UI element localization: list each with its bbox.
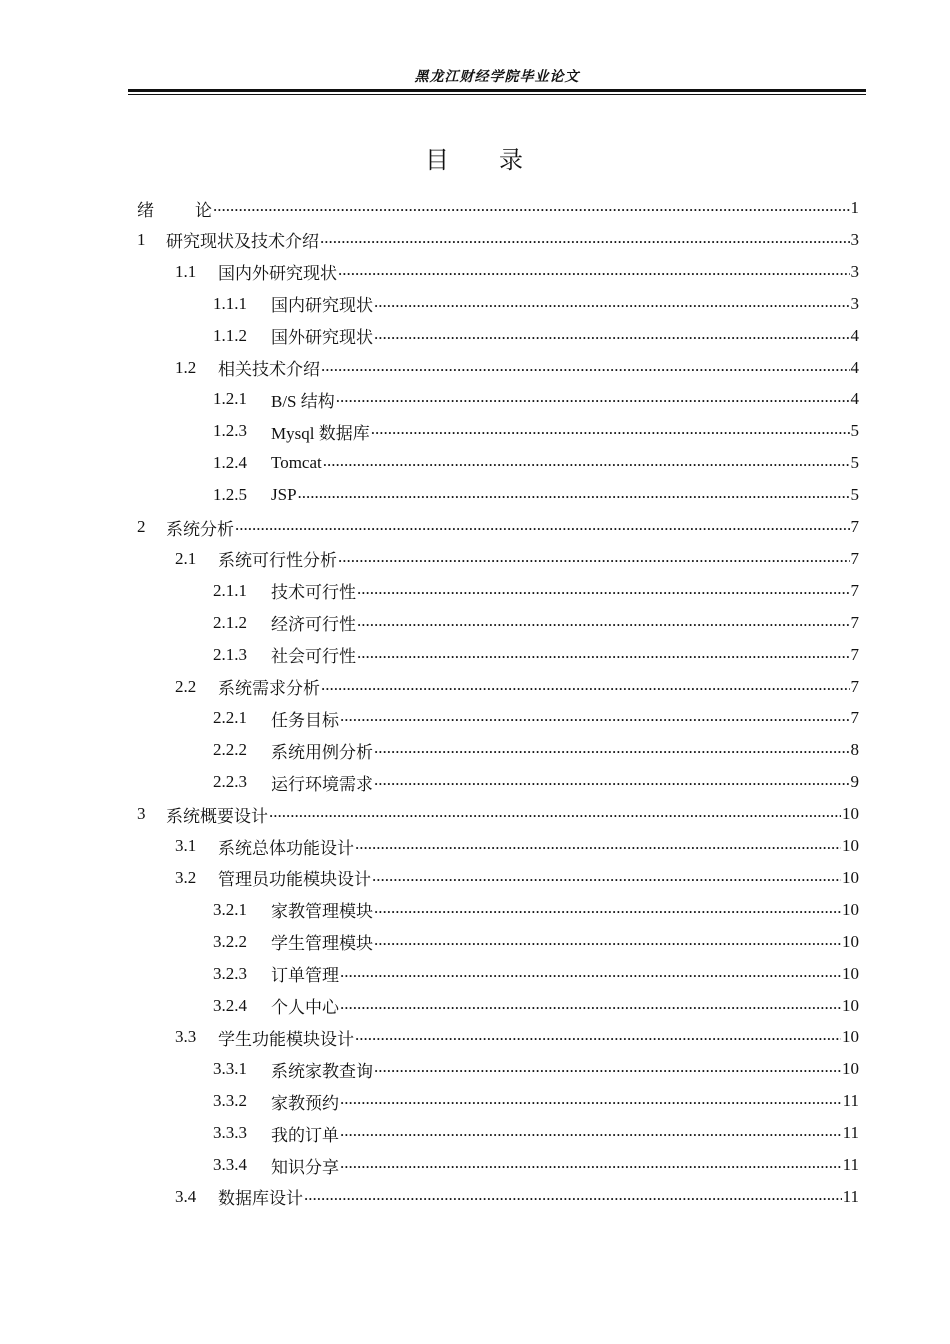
toc-entry-page: 10 — [842, 963, 859, 983]
toc-dot-leader — [357, 607, 850, 639]
toc-entry[interactable] — [137, 511, 859, 543]
toc-entry-label: 国外研究现状 — [271, 328, 373, 348]
toc-entry-label: 运行环境需求 — [271, 774, 373, 794]
toc-entry[interactable] — [213, 702, 859, 734]
toc-entry-number: 绪 — [137, 200, 154, 220]
toc-entry-label: 家教预约 — [271, 1093, 339, 1113]
toc-entry-page: 10 — [842, 899, 859, 919]
toc-entry[interactable] — [175, 830, 859, 862]
toc-entry-page: 10 — [842, 931, 859, 951]
header-rule-thin — [128, 94, 866, 95]
toc-dot-leader — [374, 320, 850, 352]
toc-entry[interactable] — [213, 990, 859, 1022]
toc-dot-leader — [323, 447, 850, 479]
toc-entry[interactable] — [213, 1149, 859, 1181]
toc-entry-page: 7 — [850, 580, 859, 600]
toc-entry-page: 10 — [842, 867, 859, 887]
toc-dot-leader — [374, 926, 841, 958]
toc-dot-leader — [340, 958, 841, 990]
toc-entry-number: 1.2.1 — [213, 389, 247, 409]
toc-title-left: 目 — [425, 148, 451, 174]
toc-entry-number: 2.2.2 — [213, 740, 247, 760]
toc-entry[interactable] — [213, 447, 859, 479]
toc-entry-page: 3 — [850, 261, 859, 281]
toc-entry-label: JSP — [271, 485, 297, 505]
toc-entry-label: 社会可行性 — [271, 647, 356, 667]
toc-entry-page: 11 — [842, 1186, 859, 1206]
toc-entry-number: 2.1 — [175, 548, 197, 568]
toc-entry[interactable] — [213, 1053, 859, 1085]
toc-entry[interactable] — [175, 256, 859, 288]
toc-entry-label: Mysql 数据库 — [271, 423, 370, 443]
toc-entry-label: 学生功能模块设计 — [218, 1029, 354, 1049]
toc-dot-leader — [355, 1021, 841, 1053]
toc-entry-number: 2.2.1 — [213, 708, 247, 728]
toc-entry-label: 系统家教查询 — [271, 1061, 373, 1081]
toc-title — [0, 140, 950, 175]
toc-entry[interactable] — [213, 415, 859, 447]
toc-dot-leader — [321, 352, 850, 384]
toc-dot-leader — [357, 575, 850, 607]
toc-dot-leader — [374, 1053, 841, 1085]
toc-entry-label: 系统可行性分析 — [218, 551, 337, 571]
toc-entry-number: 1.1 — [175, 261, 197, 281]
toc-entry-label: 经济可行性 — [271, 615, 356, 635]
toc-entry[interactable] — [213, 894, 859, 926]
toc-entry-number: 3.2.3 — [213, 963, 247, 983]
toc-entry[interactable] — [175, 671, 859, 703]
toc-entry-page: 10 — [842, 1027, 859, 1047]
toc-entry-label: 技术可行性 — [271, 583, 356, 603]
toc-entry-label: 系统需求分析 — [218, 679, 320, 698]
toc-dot-leader — [374, 894, 841, 926]
toc-entry-number: 3.3.4 — [213, 1155, 247, 1174]
toc-entry-page: 10 — [842, 836, 859, 855]
toc-entry-number: 1.2.5 — [213, 485, 247, 505]
toc-entry-label: 系统概要设计 — [166, 806, 268, 826]
toc-dot-leader — [374, 734, 850, 766]
toc-entry-number: 3.1 — [175, 836, 197, 855]
toc-entry-number: 3.3 — [175, 1027, 197, 1047]
toc-entry-label: 系统分析 — [166, 519, 234, 539]
toc-entry[interactable] — [213, 320, 859, 352]
toc-dot-leader — [213, 192, 850, 224]
toc-entry-number: 3 — [137, 804, 146, 824]
toc-entry-number: 3.3.2 — [213, 1091, 247, 1111]
toc-entry-page: 5 — [850, 421, 859, 441]
toc-entry-page: 7 — [850, 644, 859, 664]
toc-entry-page: 11 — [842, 1091, 859, 1111]
toc-entry-page: 8 — [850, 740, 859, 760]
toc-entry[interactable] — [137, 798, 859, 830]
toc-entry-page: 7 — [850, 676, 859, 696]
toc-dot-leader — [320, 224, 850, 256]
toc-entry[interactable] — [213, 766, 859, 798]
toc-entry-label: 国内研究现状 — [271, 296, 373, 316]
toc-dot-leader — [372, 862, 841, 894]
toc-entry-number: 3.3.1 — [213, 1059, 247, 1079]
toc-entry-page: 3 — [850, 229, 859, 249]
toc-entry-number: 3.2.1 — [213, 899, 247, 919]
toc-entry-number: 2 — [137, 517, 146, 536]
toc-entry-number: 2.1.1 — [213, 580, 247, 600]
toc-dot-leader — [235, 511, 850, 543]
toc-dot-leader — [321, 671, 850, 703]
toc-entry[interactable] — [175, 1181, 859, 1213]
toc-entry-page: 4 — [850, 357, 859, 377]
toc-dot-leader — [340, 990, 841, 1022]
toc-dot-leader — [374, 766, 850, 798]
toc-entry-label: 研究现状及技术介绍 — [166, 232, 319, 252]
toc-entry-label: 相关技术介绍 — [218, 360, 320, 379]
toc-entry-number: 2.1.3 — [213, 644, 247, 664]
toc-entry-page: 11 — [842, 1123, 859, 1143]
toc-entry[interactable] — [175, 543, 859, 575]
toc-entry-number: 1.2.4 — [213, 453, 247, 473]
toc-entry-page: 4 — [850, 389, 859, 409]
toc-dot-leader — [340, 1085, 842, 1117]
toc-dot-leader — [371, 415, 850, 447]
toc-entry-label: 国内外研究现状 — [218, 264, 337, 284]
toc-entry[interactable] — [213, 639, 859, 671]
toc-dot-leader — [269, 798, 841, 830]
running-header: 黑龙江财经学院毕业论文 — [414, 70, 580, 85]
toc-dot-leader — [298, 479, 850, 511]
toc-entry-label: 我的订单 — [271, 1125, 339, 1145]
toc-entry[interactable] — [137, 192, 859, 224]
toc-entry-page: 5 — [850, 485, 859, 505]
toc-entry-number: 1.1.1 — [213, 293, 247, 313]
toc-entry[interactable] — [213, 926, 859, 958]
toc-entry-label: 系统用例分析 — [271, 742, 373, 762]
toc-entry-number: 3.3.3 — [213, 1123, 247, 1143]
toc-entry-label: 知识分享 — [271, 1157, 339, 1177]
toc-dot-leader — [374, 288, 850, 320]
toc-entry-page: 7 — [850, 612, 859, 632]
header-rule-thick — [128, 89, 866, 92]
toc-entry-number: 1.2.3 — [213, 421, 247, 441]
toc-entry-label: 数据库设计 — [218, 1189, 303, 1209]
toc-entry[interactable] — [175, 352, 859, 384]
toc-entry-number: 3.2.2 — [213, 931, 247, 951]
toc-entry-page: 10 — [842, 1059, 859, 1079]
toc-dot-leader — [355, 830, 841, 862]
toc-entry-label: 管理员功能模块设计 — [218, 870, 371, 890]
toc-entry-number: 3.4 — [175, 1186, 197, 1206]
toc-entry-page: 11 — [842, 1155, 859, 1174]
toc-entry[interactable] — [137, 224, 859, 256]
toc-entry-page: 4 — [850, 325, 859, 345]
toc-dot-leader — [340, 1117, 842, 1149]
toc-entry-label: 个人中心 — [271, 998, 339, 1017]
toc-entry[interactable] — [213, 958, 859, 990]
toc-entry-label: 系统总体功能设计 — [218, 838, 354, 858]
toc-entry-page: 1 — [850, 198, 859, 217]
toc-dot-leader — [338, 256, 850, 288]
toc-entry-page: 3 — [850, 293, 859, 313]
toc-entry[interactable] — [213, 1085, 859, 1117]
toc-entry-number: 2.1.2 — [213, 612, 247, 632]
toc-entry-label: 订单管理 — [271, 966, 339, 986]
toc-entry[interactable] — [213, 479, 859, 511]
toc-entry-number: 1.2 — [175, 357, 197, 377]
toc-dot-leader — [338, 543, 850, 575]
toc-dot-leader — [304, 1181, 842, 1213]
toc-entry-page: 7 — [850, 708, 859, 728]
toc-entry-number: 2.2 — [175, 676, 197, 696]
toc-dot-leader — [357, 639, 850, 671]
toc-entry-page: 7 — [850, 548, 859, 568]
toc-entry-page: 7 — [850, 517, 859, 536]
toc-entry-label: 学生管理模块 — [271, 934, 373, 954]
toc-entry[interactable] — [213, 734, 859, 766]
toc-entry-page: 9 — [850, 772, 859, 792]
toc-entry[interactable] — [213, 1117, 859, 1149]
toc-entry-number: 1.1.2 — [213, 325, 247, 345]
toc-entry-label: Tomcat — [271, 453, 322, 473]
toc-dot-leader — [336, 383, 850, 415]
toc-entry-page: 5 — [850, 453, 859, 473]
toc-entry[interactable] — [213, 607, 859, 639]
toc-entry-page: 10 — [842, 804, 859, 824]
toc-entry-number: 3.2.4 — [213, 995, 247, 1015]
toc-entry[interactable] — [175, 1021, 859, 1053]
toc-entry[interactable] — [175, 862, 859, 894]
toc-dot-leader — [340, 1149, 842, 1181]
toc-entry[interactable] — [213, 383, 859, 415]
toc-entry[interactable] — [213, 575, 859, 607]
toc-entry-number: 2.2.3 — [213, 772, 247, 792]
toc-entry-label: 论 — [195, 200, 212, 220]
toc-entry-label: 家教管理模块 — [271, 902, 373, 922]
toc-entry-label: 任务目标 — [271, 710, 339, 730]
toc-entry-number: 1 — [137, 229, 146, 249]
toc-title-right: 录 — [499, 148, 525, 174]
toc-entry-page: 10 — [842, 995, 859, 1015]
toc-entry-number: 3.2 — [175, 867, 197, 887]
toc-entry-label: B/S 结构 — [271, 391, 335, 411]
toc-entry[interactable] — [213, 288, 859, 320]
toc-dot-leader — [340, 702, 850, 734]
